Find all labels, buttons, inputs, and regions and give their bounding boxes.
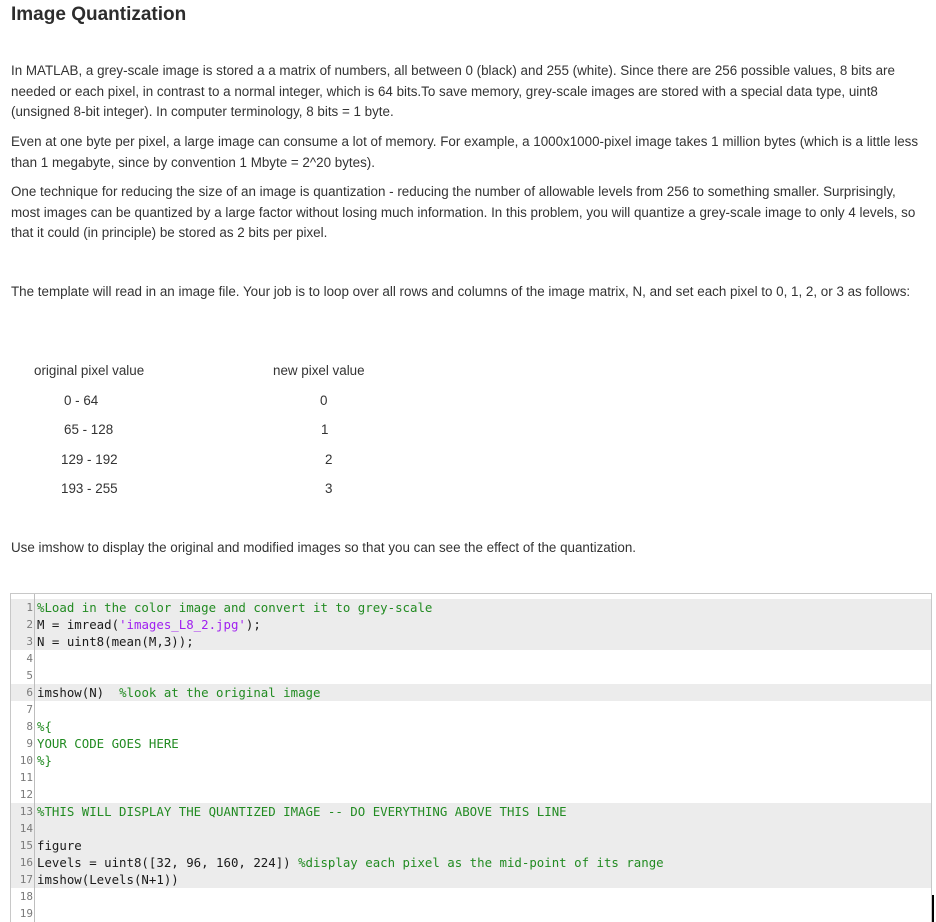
line-number: 15 [19, 839, 33, 852]
line-number: 18 [19, 890, 33, 903]
intro-paragraph: In MATLAB, a grey-scale image is stored a a matrix of numbers, all between 0 (black) and 255 (white). Since there are 256 possible values, 8 bits are needed or each pixel, in contrast to a normal integer, which is 64 bits.To save memory, grey-scale images are stored with a special data type, uint8 (unsigned 8-bit integer). In computer terminology, 8 bits = 1 byte. [11, 63, 895, 120]
line-number: 10 [19, 754, 33, 767]
code-token: N = uint8(mean(M,3)); [37, 634, 194, 649]
memory-paragraph: Even at one byte per pixel, a large image can consume a lot of memory. For example, a 1000x1000-pixel image takes 1 million bytes (which is a little less than 1 megabyte, since by convention 1 Mbyte = 2^20 bytes). [11, 134, 919, 170]
code-line[interactable] [11, 735, 931, 752]
code-comment: YOUR CODE GOES HERE [37, 736, 179, 751]
code-text[interactable] [37, 633, 194, 650]
code-text[interactable] [37, 803, 567, 820]
code-text[interactable] [37, 684, 320, 701]
code-token: imshow(Levels(N+1)) [37, 872, 179, 887]
line-number: 13 [19, 805, 33, 818]
code-line[interactable] [11, 718, 931, 735]
text-cursor [932, 895, 934, 922]
table-cell-original: 129 - 192 [61, 452, 118, 467]
code-text[interactable] [37, 837, 82, 854]
code-text[interactable] [37, 854, 664, 871]
code-line[interactable] [11, 616, 931, 633]
code-text[interactable] [37, 718, 52, 735]
line-number: 12 [19, 788, 33, 801]
table-header-new: new pixel value [273, 363, 365, 378]
code-line[interactable] [11, 752, 931, 769]
code-line[interactable] [11, 837, 931, 854]
code-token: Levels = uint8([32, 96, 160, 224]) [37, 855, 299, 870]
code-token: imshow(N) [37, 685, 120, 700]
line-number: 8 [26, 720, 33, 733]
line-number: 9 [26, 737, 33, 750]
code-text[interactable] [37, 752, 52, 769]
code-text[interactable] [37, 871, 179, 888]
line-number: 16 [19, 856, 33, 869]
code-line[interactable] [11, 667, 931, 684]
line-number: 5 [26, 669, 33, 682]
code-comment: %Load in the color image and convert it to grey-scale [37, 600, 433, 615]
line-number: 3 [26, 635, 33, 648]
code-text[interactable] [37, 616, 261, 633]
code-comment: %display each pixel as the mid-point of its range [298, 855, 664, 870]
code-text[interactable] [37, 735, 179, 752]
table-cell-new: 3 [325, 481, 333, 496]
code-line[interactable] [11, 633, 931, 650]
code-line[interactable] [11, 871, 931, 888]
code-token: ); [245, 617, 261, 632]
page-title: Image Quantization [11, 4, 187, 25]
line-number: 4 [26, 652, 33, 665]
code-line[interactable] [11, 701, 931, 718]
line-number: 17 [19, 873, 33, 886]
code-line[interactable] [11, 599, 931, 616]
code-line[interactable] [11, 650, 931, 667]
code-comment: %THIS WILL DISPLAY THE QUANTIZED IMAGE -- DO EVERYTHING ABOVE THIS LINE [37, 804, 567, 819]
code-line[interactable] [11, 684, 931, 701]
line-number: 14 [19, 822, 33, 835]
code-token: M = imread( [37, 617, 120, 632]
table-cell-new: 2 [325, 452, 333, 467]
code-comment: %} [37, 753, 52, 768]
code-line[interactable] [11, 854, 931, 871]
table-cell-original: 65 - 128 [64, 422, 114, 437]
code-string: 'images_L8_2.jpg' [119, 617, 246, 632]
imshow-paragraph: Use imshow to display the original and modified images so that you can see the effect of the quantization. [11, 540, 637, 555]
table-cell-new: 1 [321, 422, 329, 437]
table-cell-original: 0 - 64 [64, 393, 99, 408]
code-line[interactable] [11, 820, 931, 837]
code-token: figure [37, 838, 82, 853]
line-number: 11 [19, 771, 33, 784]
line-number: 6 [26, 686, 33, 699]
code-line[interactable] [11, 786, 931, 803]
code-editor[interactable] [10, 593, 932, 922]
line-number: 7 [26, 703, 33, 716]
line-number: 19 [19, 907, 33, 920]
table-cell-original: 193 - 255 [61, 481, 118, 496]
code-line[interactable] [11, 888, 931, 905]
table-header-original: original pixel value [34, 363, 145, 378]
quantization-paragraph: One technique for reducing the size of an image is quantization - reducing the number of allowable levels from 256 to something smaller. Surprisingly, most images can be quantized by a large factor without losing much information. In this problem, you will quantize a grey-scale image to only 4 levels, so that it could (in principle) be stored as 2 bits per pixel. [11, 184, 916, 241]
code-comment: %{ [37, 719, 52, 734]
template-paragraph: The template will read in an image file. Your job is to loop over all rows and columns of the image matrix, N, and set each pixel to 0, 1, 2, or 3 as follows: [11, 284, 911, 299]
table-cell-new: 0 [320, 393, 328, 408]
code-line[interactable] [11, 803, 931, 820]
code-text[interactable] [37, 599, 432, 616]
line-number: 2 [26, 618, 33, 631]
code-line[interactable] [11, 905, 931, 922]
code-line[interactable] [11, 769, 931, 786]
code-comment: %look at the original image [119, 685, 321, 700]
line-number: 1 [26, 601, 33, 614]
line-number-gutter [11, 594, 35, 922]
